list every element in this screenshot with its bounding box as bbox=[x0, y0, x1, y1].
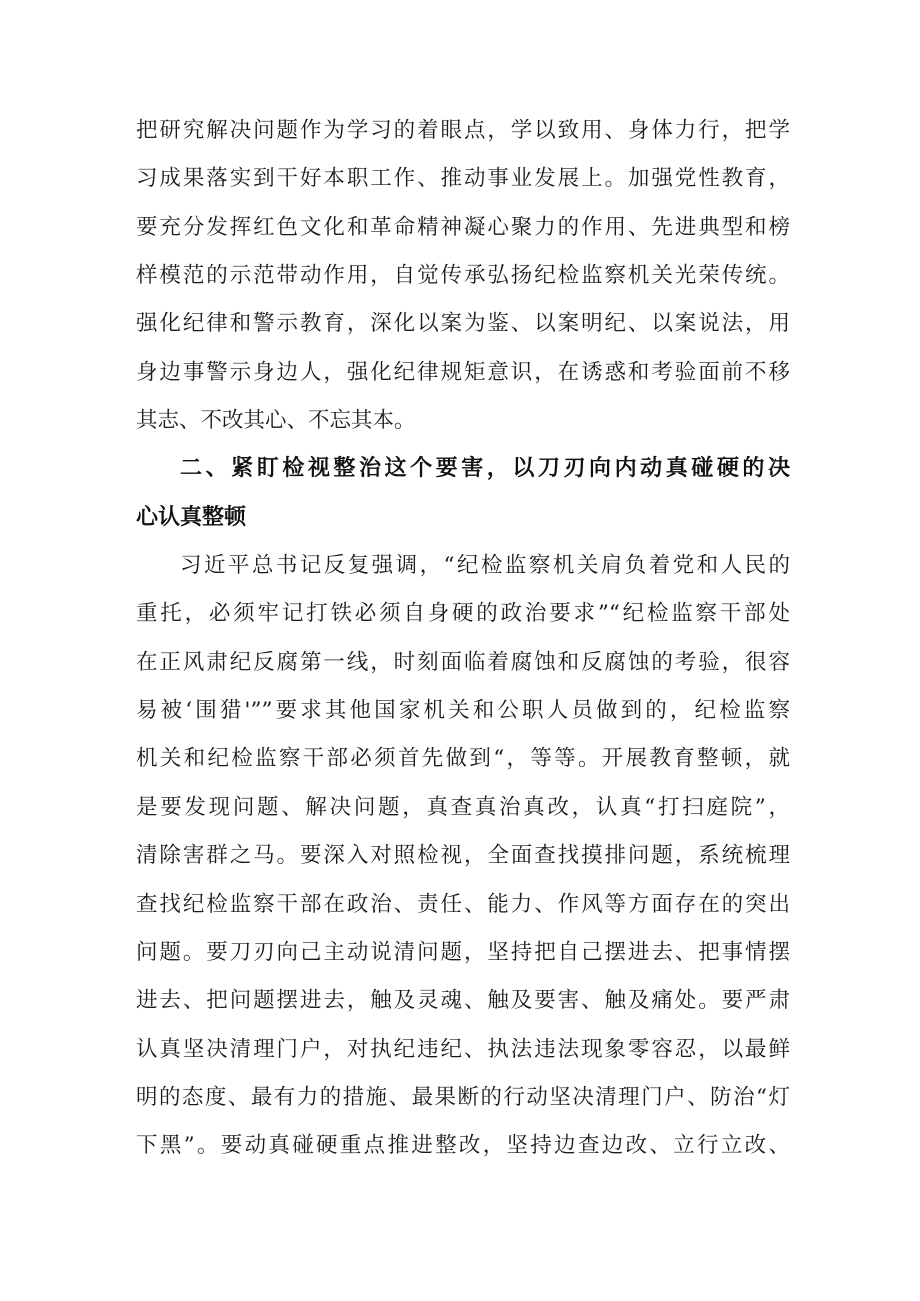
heading-line: 二、紧盯检视整治这个要害，以刀刃向内动真碰硬的决 bbox=[180, 456, 790, 482]
text-line: 查找纪检监察干部在政治、责任、能力、作风等方面存在的突出 bbox=[136, 891, 790, 917]
text-line: 机关和纪检监察干部必须首先做到“，等等。开展教育整顿，就 bbox=[136, 746, 790, 772]
text-line: 明的态度、最有力的措施、最果断的行动坚决清理门户、防治“灯 bbox=[136, 1084, 790, 1110]
text-line: 易被‘围猎'””要求其他国家机关和公职人员做到的，纪检监察 bbox=[136, 698, 790, 724]
paragraph-1 bbox=[136, 107, 790, 445]
document-body bbox=[136, 107, 790, 1171]
text-line: 其志、不改其心、不忘其本。 bbox=[136, 408, 416, 434]
section-heading bbox=[136, 445, 790, 542]
heading-line: 心认真整顿 bbox=[136, 504, 247, 530]
text-line: 习近平总书记反复强调，“纪检监察机关肩负着党和人民的 bbox=[180, 553, 790, 579]
text-line: 认真坚决清理门户，对执纪违纪、执法违法现象零容忍，以最鲜 bbox=[136, 1036, 790, 1062]
text-line: 要充分发挥红色文化和革命精神凝心聚力的作用、先进典型和榜 bbox=[136, 214, 790, 240]
text-line: 下黑”。要动真碰硬重点推进整改，坚持边查边改、立行立改、 bbox=[136, 1133, 790, 1159]
text-line: 是要发现问题、解决问题，真查真治真改，认真“打扫庭院”， bbox=[136, 794, 790, 820]
text-line: 在正风肃纪反腐第一线，时刻面临着腐蚀和反腐蚀的考验，很容 bbox=[136, 649, 790, 675]
text-line: 强化纪律和警示教育，深化以案为鉴、以案明纪、以案说法，用 bbox=[136, 311, 790, 337]
text-line: 问题。要刀刃向己主动说清问题，坚持把自己摆进去、把事情摆 bbox=[136, 939, 790, 965]
text-line: 清除害群之马。要深入对照检视，全面查找摸排问题，系统梳理 bbox=[136, 843, 790, 869]
text-line: 重托，必须牢记打铁必须自身硬的政治要求”“纪检监察干部处 bbox=[136, 601, 790, 627]
text-line: 习成果落实到干好本职工作、推动事业发展上。加强党性教育， bbox=[136, 166, 790, 192]
text-line: 身边事警示身边人，强化纪律规矩意识，在诱惑和考验面前不移 bbox=[136, 359, 790, 385]
text-line: 样模范的示范带动作用，自觉传承弘扬纪检监察机关光荣传统。 bbox=[136, 263, 790, 289]
paragraph-2 bbox=[136, 542, 790, 1170]
text-line: 进去、把问题摆进去，触及灵魂、触及要害、触及痛处。要严肃 bbox=[136, 988, 790, 1014]
text-line: 把研究解决问题作为学习的着眼点，学以致用、身体力行，把学 bbox=[136, 118, 790, 143]
